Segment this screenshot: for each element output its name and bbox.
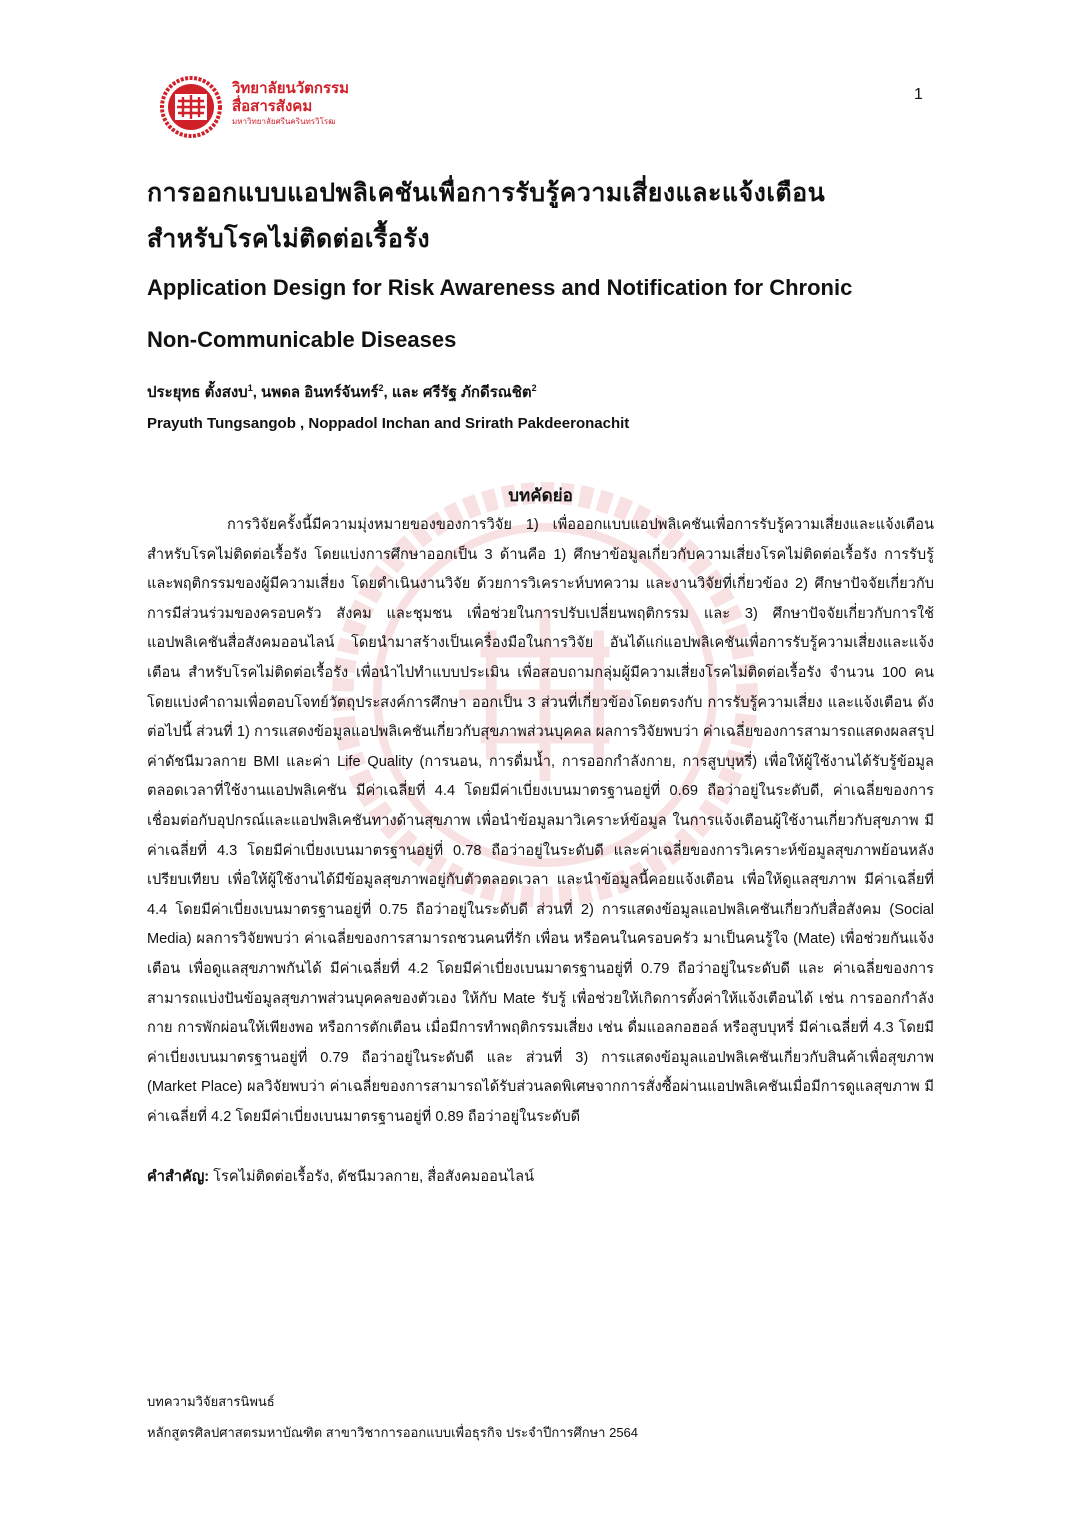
footer-line-2: หลักสูตรศิลปศาสตรมหาบัณฑิต สาขาวิชาการออกแบบเพื่อธุรกิจ ประจำปีการศึกษา 2564: [147, 1425, 639, 1440]
abstract-body: การวิจัยครั้งนี้มีความมุ่งหมายของของการวิจัย 1) เพื่อออกแบบแอปพลิเคชันเพื่อการรับรู้ความเสี่ยงและแจ้งเตือน สำหรับโรคไม่ติดต่อเรื้อรัง โดยแบ่งการศึกษาออกเป็น 3 ด้านคือ 1) ศึกษาข้อมูลเกี่ยวกับความเสี่ยงโรคไม่ติดต่อเรื้อรัง การรับรู้ และพฤติกรรมของผู้มีความเสี่ยง โดยดำเนินงานวิจัย ด้วยการวิเคราะห์บทความ และงานวิจัยที่เกี่ยวข้อง 2) ศึกษาปัจจัยเกี่ยวกับการมีส่วนร่วมของครอบครัว สังคม และชุมชน เพื่อช่วยในการปรับเปลี่ยนพฤติกรรม และ 3) ศึกษาปัจจัยเกี่ยวกับการใช้แอปพลิเคชันสื่อสังคมออนไลน์ โดยนำมาสร้างเป็นเครื่องมือในการวิจัย อันได้แก่แอปพลิเคชันเพื่อการรับรู้ความเสี่ยงและแจ้งเตือน สำหรับโรคไม่ติดต่อเรื้อรัง เพื่อนำไปทำแบบประเมิน เพื่อสอบถามกลุ่มผู้มีความเสี่ยงโรคไม่ติดต่อเรื้อรัง จำนวน 100 คน โดยแบ่งคำถามเพื่อตอบโจทย์วัตถุประสงค์การศึกษา ออกเป็น 3 ส่วนที่เกี่ยวข้องโดยตรงกับ การรับรู้ความเสี่ยง และแจ้งเตือน ดังต่อไปนี้ ส่วนที่ 1) การแสดงข้อมูลแอปพลิเคชันเกี่ยวกับสุขภาพส่วนบุคคล ผลการวิจัยพบว่า ค่าเฉลี่ยของการสามารถแสดงผลสรุปค่าดัชนีมวลกาย BMI และค่า Life Quality (การนอน, การดื่มน้ำ, การออกกำลังกาย, การสูบบุหรี่) เพื่อให้ผู้ใช้งานได้รับรู้ข้อมูลตลอดเวลาที่ใช้งานแอปพลิเคชัน มีค่าเฉลี่ยที่ 4.4 โดยมีค่าเบี่ยงเบนมาตรฐานอยู่ที่ 0.69 ถือว่าอยู่ในระดับดี, ค่าเฉลี่ยของการเชื่อมต่อกับอุปกรณ์และแอปพลิเคชันทางด้านสุขภาพ เพื่อนำข้อมูลมาวิเคราะห์ข้อมูล ในการแจ้งเตือนผู้ใช้งานเกี่ยวกับสุขภาพ มีค่าเฉลี่ยที่ 4.3 โดยมีค่าเบี่ยงเบนมาตรฐานอยู่ที่ 0.78 ถือว่าอยู่ในระดับดี และค่าเฉลี่ยของการวิเคราะห์ข้อมูลสุขภาพย้อนหลังเปรียบเทียบ เพื่อให้ผู้ใช้งานได้มีข้อมูลสุขภาพอยู่กับตัวตลอดเวลา และนำข้อมูลนี้คอยแจ้งเตือน เพื่อให้ดูแลสุขภาพ มีค่าเฉลี่ยที่ 4.4 โดยมีค่าเบี่ยงเบนมาตรฐานอยู่ที่ 0.75 ถือว่าอยู่ในระดับดี ส่วนที่ 2) การแสดงข้อมูลแอปพลิเคชันเกี่ยวกับสื่อสังคม (Social Media) ผลการวิจัยพบว่า ค่าเฉลี่ยของการสามารถชวนคนที่รัก เพื่อน หรือคนในครอบครัว มาเป็นคนรู้ใจ (Mate) เพื่อช่วยกันแจ้งเตือน เพื่อดูแลสุขภาพกันได้ มีค่าเฉลี่ยที่ 4.2 โดยมีค่าเบี่ยงเบนมาตรฐานอยู่ที่ 0.79 ถือว่าอยู่ในระดับดี และ ค่าเฉลี่ยของการสามารถแบ่งปันข้อมูลสุขภาพส่วนบุคคลของตัวเอง ให้กับ Mate รับรู้ เพื่อช่วยให้เกิดการตั้งค่าให้แจ้งเตือนได้ เช่น การออกกำลังกาย การพักผ่อนให้เพียงพอ หรือการตักเตือน เมื่อมีการทำพฤติกรรมเสี่ยง เช่น ดื่มแอลกอฮอล์ หรือสูบบุหรี่ มีค่าเฉลี่ยที่ 4.3 โดยมีค่าเบี่ยงเบนมาตรฐานอยู่ที่ 0.79 ถือว่าอยู่ในระดับดี และ ส่วนที่ 3) การแสดงข้อมูลแอปพลิเคชันเกี่ยวกับสินค้าเพื่อสุขภาพ (Market Place) ผลวิจัยพบว่า ค่าเฉลี่ยของการสามารถได้รับส่วนลดพิเศษจากการสั่งซื้อผ่านแอปพลิเคชันเมื่อมีการดูแลสุขภาพ มีค่าเฉลี่ยที่ 4.2 โดยมีค่าเบี่ยงเบนมาตรฐานอยู่ที่ 0.89 ถือว่าอยู่ในระดับดี: [147, 517, 934, 1125]
author-3-affiliation: 2: [531, 383, 537, 393]
author-3: , และ ศรีรัฐ ภักดีรณชิต: [383, 384, 532, 401]
author-2: , นพดล อินทร์จันทร์: [252, 384, 379, 401]
author-2-affiliation: 2: [378, 383, 384, 393]
paper-content: [147, 170, 934, 1190]
footer-line-1: บทความวิจัยสารนิพนธ์: [147, 1394, 275, 1409]
page-number: 1: [914, 86, 923, 103]
footer-note: [147, 1386, 638, 1448]
logo-line-3: มหาวิทยาลัยศรีนครินทรวิโรฒ: [232, 117, 336, 126]
author-1-affiliation: 1: [247, 383, 253, 393]
keywords-label: คำสำคัญ:: [147, 1169, 210, 1186]
college-logo: [160, 76, 400, 140]
author-1: ประยุทธ ตั้งสงบ: [147, 384, 248, 401]
title-thai-line-2: สำหรับโรคไม่ติดต่อเรื้อรัง: [147, 225, 431, 253]
keywords-value: โรคไม่ติดต่อเรื้อรัง, ดัชนีมวลกาย, สื่อสังคมออนไลน์: [209, 1169, 535, 1186]
title-thai-line-1: การออกแบบแอปพลิเคชันเพื่อการรับรู้ความเสี่ยงและแจ้งเตือน: [147, 179, 826, 207]
title-english-line-2: Non-Communicable Diseases: [147, 327, 457, 352]
authors-thai: [147, 374, 934, 407]
logo-line-1: วิทยาลัยนวัตกรรม: [232, 80, 350, 97]
keywords: [147, 1164, 934, 1190]
logo-line-2: สื่อสารสังคม: [232, 98, 313, 115]
title-english-line-1: Application Design for Risk Awareness and Notification for Chronic: [147, 275, 853, 300]
university-seal-icon: [160, 76, 222, 138]
authors-english: Prayuth Tungsangob , Noppadol Inchan and Srirath Pakdeeronachit: [147, 415, 630, 432]
abstract-heading: บทคัดย่อ: [508, 486, 573, 505]
